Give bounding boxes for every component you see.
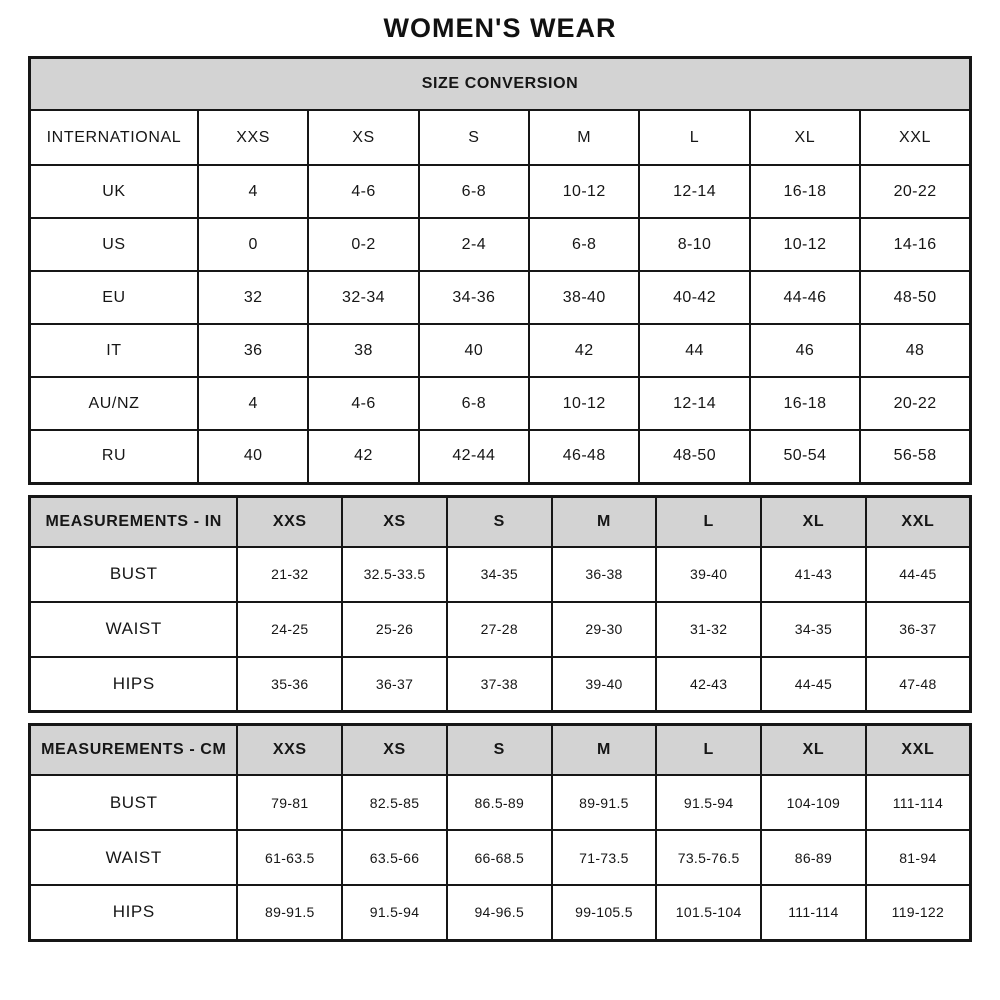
cell: 50-54 xyxy=(750,430,860,483)
corner-header-international: INTERNATIONAL xyxy=(30,110,198,165)
cell: 12-14 xyxy=(639,377,749,430)
cell: 48 xyxy=(860,324,970,377)
column-header-s: S xyxy=(447,725,552,776)
column-header-xxl: XXL xyxy=(866,725,971,776)
cell: 36 xyxy=(198,324,308,377)
measurements-in-table xyxy=(28,495,972,714)
cell: 16-18 xyxy=(750,165,860,218)
cell: 48-50 xyxy=(860,271,970,324)
row-label-hips: HIPS xyxy=(30,657,238,712)
cell: 44 xyxy=(639,324,749,377)
cell: 34-35 xyxy=(761,602,866,657)
cell: 39-40 xyxy=(656,547,761,602)
cell: 34-36 xyxy=(419,271,529,324)
size-conversion-columns-row xyxy=(30,110,971,165)
column-header-xs: XS xyxy=(308,110,418,165)
cell: 48-50 xyxy=(639,430,749,483)
cell: 24-25 xyxy=(237,602,342,657)
cell: 2-4 xyxy=(419,218,529,271)
column-header-xxs: XXS xyxy=(198,110,308,165)
cell: 40-42 xyxy=(639,271,749,324)
cell: 40 xyxy=(198,430,308,483)
row-label-hips: HIPS xyxy=(30,885,238,940)
column-header-xxs: XXS xyxy=(237,725,342,776)
cell: 31-32 xyxy=(656,602,761,657)
column-header-m: M xyxy=(552,496,657,547)
column-header-l: L xyxy=(656,725,761,776)
cell: 42-44 xyxy=(419,430,529,483)
row-label-bust: BUST xyxy=(30,775,238,830)
cell: 61-63.5 xyxy=(237,830,342,885)
column-header-xs: XS xyxy=(342,725,447,776)
table-row-au-nz xyxy=(30,377,971,430)
cell: 101.5-104 xyxy=(656,885,761,940)
column-header-xxs: XXS xyxy=(237,496,342,547)
cell: 99-105.5 xyxy=(552,885,657,940)
cell: 79-81 xyxy=(237,775,342,830)
cell: 4 xyxy=(198,377,308,430)
cell: 37-38 xyxy=(447,657,552,712)
table-row-bust xyxy=(30,547,971,602)
cell: 86.5-89 xyxy=(447,775,552,830)
cell: 4-6 xyxy=(308,377,418,430)
table-row-hips xyxy=(30,885,971,940)
column-header-m: M xyxy=(552,725,657,776)
table-row-ru xyxy=(30,430,971,483)
table-row-waist xyxy=(30,602,971,657)
cell: 44-46 xyxy=(750,271,860,324)
cell: 38 xyxy=(308,324,418,377)
table-row-it xyxy=(30,324,971,377)
measurements-cm-columns-row xyxy=(30,725,971,776)
cell: 20-22 xyxy=(860,165,970,218)
cell: 0-2 xyxy=(308,218,418,271)
table-row-hips xyxy=(30,657,971,712)
cell: 6-8 xyxy=(529,218,639,271)
cell: 38-40 xyxy=(529,271,639,324)
cell: 16-18 xyxy=(750,377,860,430)
row-label-it: IT xyxy=(30,324,198,377)
column-header-l: L xyxy=(656,496,761,547)
cell: 36-37 xyxy=(342,657,447,712)
cell: 42-43 xyxy=(656,657,761,712)
row-label-eu: EU xyxy=(30,271,198,324)
cell: 66-68.5 xyxy=(447,830,552,885)
column-header-s: S xyxy=(447,496,552,547)
cell: 41-43 xyxy=(761,547,866,602)
cell: 89-91.5 xyxy=(552,775,657,830)
cell: 56-58 xyxy=(860,430,970,483)
table-gap xyxy=(28,485,972,495)
cell: 10-12 xyxy=(750,218,860,271)
cell: 36-37 xyxy=(866,602,971,657)
cell: 0 xyxy=(198,218,308,271)
corner-header-measurements-cm: MEASUREMENTS - CM xyxy=(30,725,238,776)
cell: 111-114 xyxy=(761,885,866,940)
cell: 89-91.5 xyxy=(237,885,342,940)
cell: 6-8 xyxy=(419,377,529,430)
cell: 4-6 xyxy=(308,165,418,218)
cell: 44-45 xyxy=(761,657,866,712)
cell: 32.5-33.5 xyxy=(342,547,447,602)
cell: 20-22 xyxy=(860,377,970,430)
table-row-us xyxy=(30,218,971,271)
cell: 6-8 xyxy=(419,165,529,218)
cell: 42 xyxy=(529,324,639,377)
column-header-xs: XS xyxy=(342,496,447,547)
size-conversion-band-row xyxy=(30,58,971,111)
cell: 42 xyxy=(308,430,418,483)
cell: 63.5-66 xyxy=(342,830,447,885)
cell: 82.5-85 xyxy=(342,775,447,830)
column-header-xxl: XXL xyxy=(866,496,971,547)
cell: 111-114 xyxy=(866,775,971,830)
cell: 32 xyxy=(198,271,308,324)
cell: 4 xyxy=(198,165,308,218)
cell: 8-10 xyxy=(639,218,749,271)
row-label-waist: WAIST xyxy=(30,602,238,657)
cell: 10-12 xyxy=(529,377,639,430)
cell: 46 xyxy=(750,324,860,377)
column-header-m: M xyxy=(529,110,639,165)
cell: 36-38 xyxy=(552,547,657,602)
measurements-in-columns-row xyxy=(30,496,971,547)
row-label-waist: WAIST xyxy=(30,830,238,885)
row-label-au-nz: AU/NZ xyxy=(30,377,198,430)
cell: 21-32 xyxy=(237,547,342,602)
corner-header-measurements-in: MEASUREMENTS - IN xyxy=(30,496,238,547)
cell: 46-48 xyxy=(529,430,639,483)
column-header-xl: XL xyxy=(761,725,866,776)
table-gap xyxy=(28,713,972,723)
cell: 40 xyxy=(419,324,529,377)
row-label-us: US xyxy=(30,218,198,271)
cell: 44-45 xyxy=(866,547,971,602)
cell: 81-94 xyxy=(866,830,971,885)
cell: 71-73.5 xyxy=(552,830,657,885)
cell: 34-35 xyxy=(447,547,552,602)
size-conversion-table xyxy=(28,56,972,485)
cell: 29-30 xyxy=(552,602,657,657)
cell: 27-28 xyxy=(447,602,552,657)
cell: 25-26 xyxy=(342,602,447,657)
cell: 39-40 xyxy=(552,657,657,712)
cell: 10-12 xyxy=(529,165,639,218)
table-row-eu xyxy=(30,271,971,324)
measurements-cm-table xyxy=(28,723,972,942)
row-label-bust: BUST xyxy=(30,547,238,602)
cell: 86-89 xyxy=(761,830,866,885)
cell: 14-16 xyxy=(860,218,970,271)
cell: 94-96.5 xyxy=(447,885,552,940)
column-header-s: S xyxy=(419,110,529,165)
row-label-uk: UK xyxy=(30,165,198,218)
table-row-waist xyxy=(30,830,971,885)
cell: 32-34 xyxy=(308,271,418,324)
cell: 119-122 xyxy=(866,885,971,940)
column-header-xl: XL xyxy=(761,496,866,547)
cell: 35-36 xyxy=(237,657,342,712)
table-row-uk xyxy=(30,165,971,218)
cell: 91.5-94 xyxy=(656,775,761,830)
cell: 12-14 xyxy=(639,165,749,218)
cell: 73.5-76.5 xyxy=(656,830,761,885)
table-row-bust xyxy=(30,775,971,830)
cell: 91.5-94 xyxy=(342,885,447,940)
column-header-l: L xyxy=(639,110,749,165)
column-header-xl: XL xyxy=(750,110,860,165)
column-header-xxl: XXL xyxy=(860,110,970,165)
row-label-ru: RU xyxy=(30,430,198,483)
cell: 104-109 xyxy=(761,775,866,830)
cell: 47-48 xyxy=(866,657,971,712)
page-title: WOMEN'S WEAR xyxy=(383,13,617,43)
size-conversion-header: SIZE CONVERSION xyxy=(30,58,971,111)
